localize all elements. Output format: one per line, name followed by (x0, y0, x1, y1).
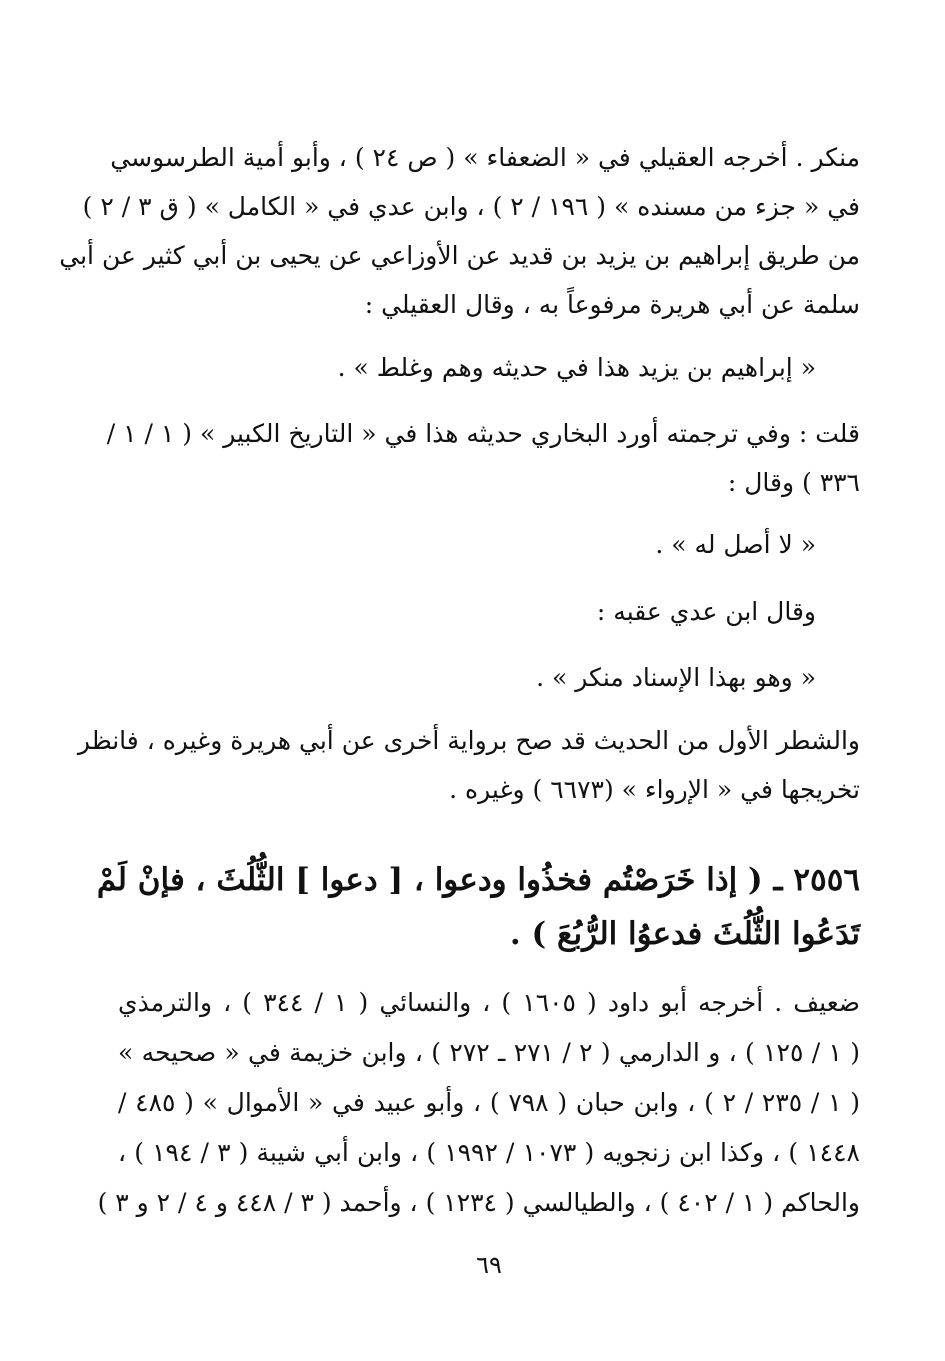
quote-line: « لا أصل له » . (655, 530, 816, 559)
text-line: ( ١ / ١٢٥ ) ، و الدارمي ( ٢ / ٢٧١ ـ ٢٧٢ ) ، وابن خزيمة في « صحيحه » (118, 1038, 861, 1067)
text-line: والشطر الأول من الحديث قد صح برواية أخرى عن أبي هريرة وغيره ، فانظر (77, 726, 860, 755)
text-line: من طريق إبراهيم بن يزيد بن قديد عن الأوزاعي عن يحيى بن أبي كثير عن أبي (59, 241, 860, 270)
page-number: ٦٩ (476, 1251, 502, 1279)
text-line: قلت : وفي ترجمته أورد البخاري حديثه هذا في « التاريخ الكبير » ( ١ / ١ / (106, 419, 860, 448)
text-line: والحاكم ( ١ / ٤٠٢ ) ، والطيالسي ( ١٢٣٤ ) ، وأحمد ( ٣ / ٤٤٨ و ٤ / ٢ و ٣ ) (97, 1188, 860, 1217)
hadith-heading-line: تَدَعُوا الثُّلُثَ فدعوُا الرُّبُعَ ) . (509, 916, 860, 952)
hadith-heading-line: ٢٥٥٦ ـ ( إذا خَرَصْتُم فخذُوا ودعوا ، [ دعوا ] الثُّلُثَ ، فإنْ لَمْ (96, 862, 860, 898)
text-line: منكر . أخرجه العقيلي في « الضعفاء » ( ص ٢٤ ) ، وأبو أمية الطرسوسي (110, 143, 860, 172)
text-line: ٣٣٦ ) وقال : (727, 468, 860, 497)
text-line: في « جزء من مسنده » ( ١٩٦ / ٢ ) ، وابن عدي في « الكامل » ( ق ٣ / ٢ ) (82, 192, 860, 221)
quote-line: « وهو بهذا الإسناد منكر » . (536, 663, 816, 692)
text-line: وقال ابن عدي عقبه : (596, 597, 816, 626)
text-line: ضعيف . أخرجه أبو داود ( ١٦٠٥ ) ، والنسائي ( ١ / ٣٤٤ ) ، والترمذي (118, 988, 860, 1017)
text-line: ١٤٤٨ ) ، وكذا ابن زنجويه ( ١٠٧٣ / ١٩٩٢ ) ، وابن أبي شيبة ( ٣ / ١٩٤ ) ، (118, 1138, 860, 1167)
text-line: تخريجها في « الإرواء » (٦٦٧٣ ) وغيره . (449, 775, 860, 804)
text-line: ( ١ / ٢٣٥ / ٢ ) ، وابن حبان ( ٧٩٨ ) ، وأبو عبيد في « الأموال » ( ٤٨٥ / (118, 1088, 860, 1117)
book-page (59, 0, 861, 1361)
text-line: سلمة عن أبي هريرة مرفوعاً به ، وقال العقيلي : (364, 290, 860, 319)
quote-line: « إبراهيم بن يزيد هذا في حديثه وهم وغلط » . (337, 353, 816, 382)
